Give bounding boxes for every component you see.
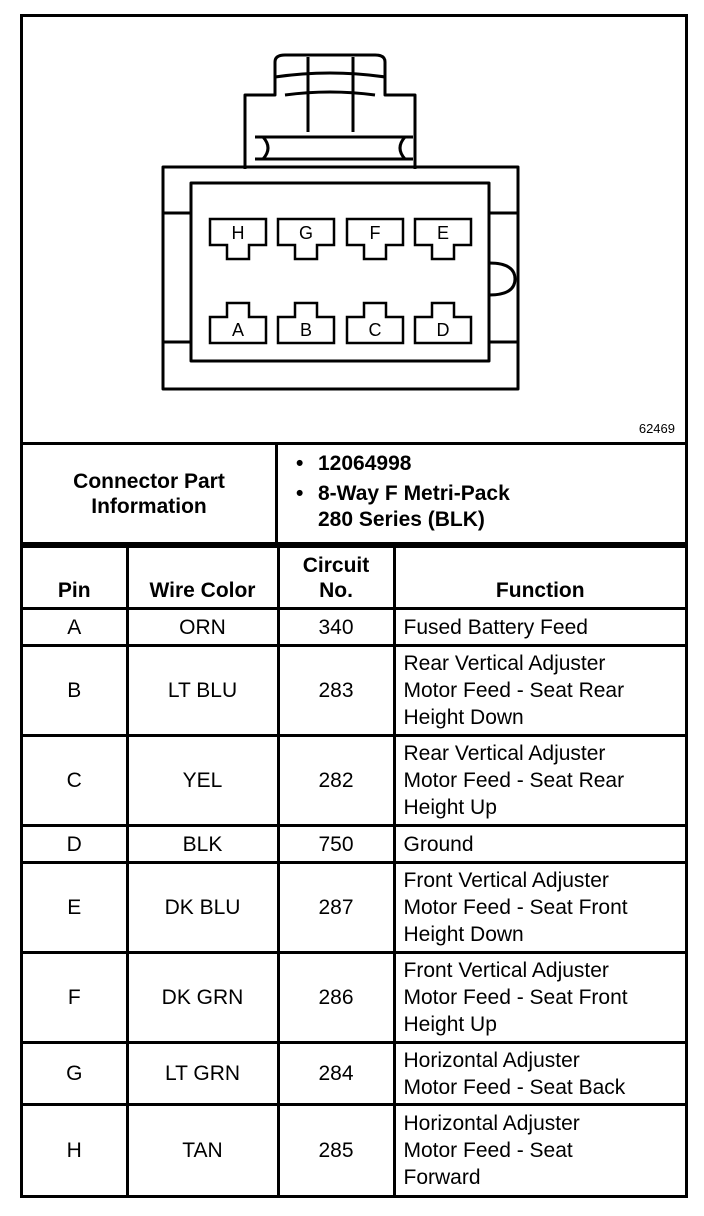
wire-color-cell: DK GRN (127, 953, 278, 1043)
pin-cell: E (23, 863, 127, 953)
function-line: Rear Vertical Adjuster (403, 652, 606, 675)
function-cell (394, 863, 685, 953)
circuit-cell: 282 (278, 736, 394, 826)
pin-cell: H (23, 1105, 127, 1195)
circuit-cell: 340 (278, 609, 394, 646)
circuit-cell: 283 (278, 646, 394, 736)
pin-letter: C (368, 320, 382, 340)
header-circuit: Circuit No. (278, 547, 394, 609)
header-pin: Pin (23, 547, 127, 609)
table-row (23, 1043, 685, 1105)
function-line: Ground (403, 832, 474, 856)
pin-letter: F (369, 223, 381, 243)
info-line: 8-Way F Metri-Pack (318, 482, 510, 505)
info-line: 12064998 (318, 452, 412, 475)
wire-color-cell: TAN (127, 1105, 278, 1195)
pin-cell: C (23, 736, 127, 826)
connector-body (163, 167, 518, 389)
table-row (23, 736, 685, 826)
header-function: Function (394, 547, 685, 609)
connector-face-drawing (23, 17, 685, 442)
circuit-cell: 750 (278, 826, 394, 863)
latch-ramp (255, 137, 413, 159)
body-ribs (163, 213, 518, 342)
key-notch (489, 263, 515, 295)
circuit-cell: 284 (278, 1043, 394, 1105)
function-cell (394, 609, 685, 646)
function-line: Front Vertical Adjuster (403, 869, 609, 892)
function-line: Horizontal Adjuster (403, 1048, 580, 1072)
function-cell (394, 646, 685, 736)
table-row (23, 863, 685, 953)
table-row (23, 1105, 685, 1195)
function-cell (394, 736, 685, 826)
function-line: Fused Battery Feed (403, 615, 588, 639)
info-label: Connector Part Information (23, 445, 278, 542)
wire-color-cell: DK BLU (127, 863, 278, 953)
function-line: Motor Feed - Seat Front (403, 896, 628, 919)
function-line: Height Down (403, 706, 524, 729)
function-line: Front Vertical Adjuster (403, 959, 609, 982)
pin-letter: G (298, 223, 314, 243)
function-cell (394, 1105, 685, 1195)
function-line: Motor Feed - Seat (403, 1138, 573, 1162)
table-row (23, 826, 685, 863)
info-line: 280 Series (BLK) (318, 508, 485, 531)
pin-letter: B (299, 320, 313, 340)
pin-letter: A (231, 320, 245, 340)
function-cell (394, 1043, 685, 1105)
figure-number: 62469 (638, 421, 675, 436)
pin-cell: A (23, 609, 127, 646)
pin-letter: E (436, 223, 450, 243)
function-line: Height Down (403, 923, 524, 946)
function-line: Motor Feed - Seat Rear (403, 679, 625, 702)
header-wire-color: Wire Color (127, 547, 278, 609)
pin-cell: D (23, 826, 127, 863)
function-line: Motor Feed - Seat Back (403, 1075, 626, 1099)
latch-curves (275, 73, 385, 95)
wire-color-cell: YEL (127, 736, 278, 826)
function-line: Height Up (403, 1013, 497, 1036)
wire-color-cell: LT BLU (127, 646, 278, 736)
wire-color-cell: BLK (127, 826, 278, 863)
pin-cell: B (23, 646, 127, 736)
connector-sheet (20, 14, 688, 1198)
pin-cell: F (23, 953, 127, 1043)
circuit-cell: 286 (278, 953, 394, 1043)
circuit-cell: 287 (278, 863, 394, 953)
table-row (23, 953, 685, 1043)
function-line: Motor Feed - Seat Front (403, 986, 628, 1009)
function-line: Horizontal Adjuster (403, 1111, 580, 1135)
connector-part-info (23, 442, 685, 545)
wire-color-cell: LT GRN (127, 1043, 278, 1105)
table-header-row (23, 547, 685, 609)
bullet-icon: • (296, 482, 304, 505)
latch-rails (308, 57, 353, 132)
function-line: Forward (403, 1165, 481, 1189)
wire-color-cell: ORN (127, 609, 278, 646)
function-cell (394, 953, 685, 1043)
info-item-part-number (296, 451, 685, 477)
function-line: Height Up (403, 796, 497, 819)
info-values (278, 445, 685, 542)
pin-letter: H (231, 223, 245, 243)
function-line: Motor Feed - Seat Rear (403, 769, 625, 792)
table-row (23, 609, 685, 646)
circuit-cell: 285 (278, 1105, 394, 1195)
table-row (23, 646, 685, 736)
bullet-icon: • (296, 452, 304, 475)
function-line: Rear Vertical Adjuster (403, 742, 606, 765)
info-item-description (296, 481, 685, 533)
connector-diagram (23, 17, 685, 442)
pin-table (23, 545, 685, 1195)
pin-letter: D (436, 320, 450, 340)
pin-cell: G (23, 1043, 127, 1105)
function-cell (394, 826, 685, 863)
